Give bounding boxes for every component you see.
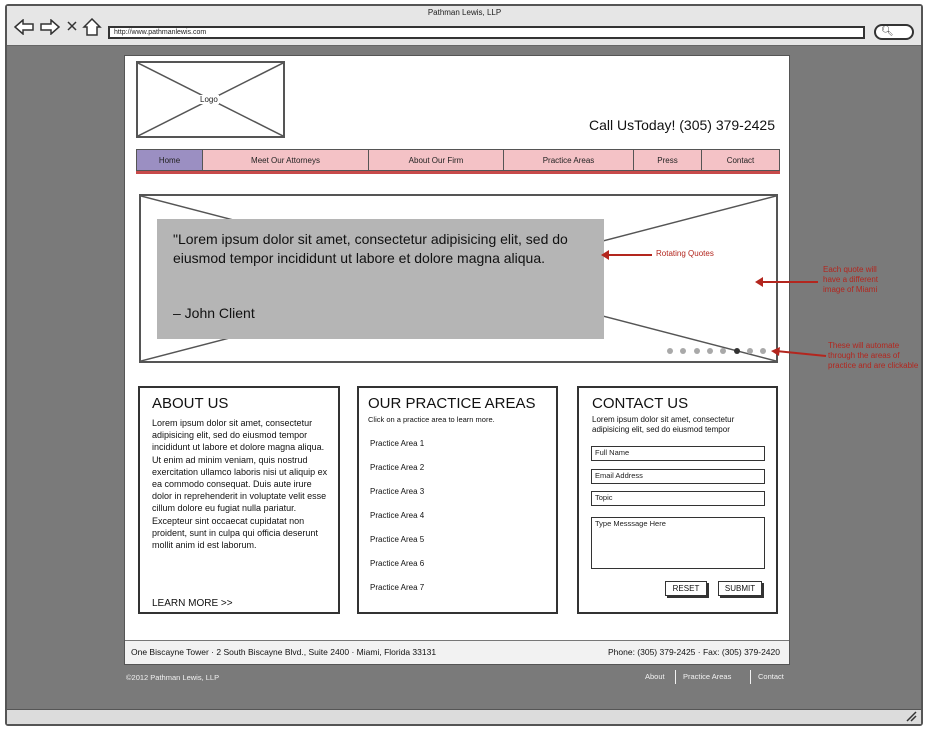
nav-item-meet-our-attorneys[interactable]: Meet Our Attorneys [203, 150, 369, 170]
nav-item-press[interactable]: Press [634, 150, 702, 170]
back-arrow-icon[interactable] [14, 19, 34, 39]
quote-text: "Lorem ipsum dolor sit amet, consectetur adipisicing elit, sed do eiusmod tempor incididunt ut labore et dolore magna aliqua. [173, 231, 568, 266]
practice-area-link[interactable]: Practice Area 3 [370, 487, 425, 496]
practice-areas-hint: Click on a practice area to learn more. [368, 415, 495, 424]
search-button[interactable] [874, 24, 914, 40]
copyright: ©2012 Pathman Lewis, LLP [126, 673, 220, 682]
reset-button[interactable]: RESET [665, 581, 707, 596]
annotation-each-quote: Each quote will have a different image of Miami [823, 265, 879, 294]
nav-item-contact[interactable]: Contact [702, 150, 779, 170]
footer-link-practice-areas[interactable]: Practice Areas [683, 672, 732, 681]
contact-us-title: CONTACT US [592, 395, 689, 412]
contact-us-body: Lorem ipsum dolor sit amet, consectetur adipisicing elit, sed do eiusmod tempor [592, 415, 735, 434]
learn-more-link[interactable]: LEARN MORE >> [152, 598, 233, 609]
nav-item-about-our-firm[interactable]: About Our Firm [369, 150, 504, 170]
annotation-rotating-quotes: Rotating Quotes [656, 249, 714, 258]
practice-area-link[interactable]: Practice Area 6 [370, 559, 425, 568]
logo-label: Logo [200, 95, 218, 104]
footer-link-about[interactable]: About [645, 672, 665, 681]
annotation-automate: These will automate through the areas of practice and are clickable [828, 341, 919, 370]
email-field[interactable]: Email Address [591, 469, 765, 484]
nav-item-home[interactable]: Home [137, 150, 203, 170]
quote-author: – John Client [173, 305, 255, 321]
carousel-dot[interactable] [707, 348, 713, 354]
close-icon[interactable] [66, 19, 78, 37]
main-nav [136, 149, 780, 171]
home-icon[interactable] [82, 18, 102, 40]
practice-area-link[interactable]: Practice Area 4 [370, 511, 425, 520]
practice-areas-title: OUR PRACTICE AREAS [368, 395, 536, 412]
search-icon: 🔍︎ [881, 26, 894, 37]
footer-link-contact[interactable]: Contact [758, 672, 784, 681]
status-bar [7, 709, 921, 724]
practice-area-link[interactable]: Practice Area 2 [370, 463, 425, 472]
about-us-title: ABOUT US [152, 395, 229, 412]
footer-divider [750, 670, 751, 684]
practice-area-link[interactable]: Practice Area 5 [370, 535, 425, 544]
message-textarea[interactable]: Type Messsage Here [591, 517, 765, 569]
submit-button[interactable]: SUBMIT [718, 581, 762, 596]
window-title: Pathman Lewis, LLP [427, 8, 502, 17]
annotation-arrow-icon [600, 248, 660, 262]
annotation-arrow-icon [770, 346, 828, 360]
footer-phone: Phone: (305) 379-2425 · Fax: (305) 379-2420 [607, 647, 780, 657]
carousel-dot[interactable] [734, 348, 740, 354]
forward-arrow-icon[interactable] [40, 19, 60, 39]
nav-item-practice-areas[interactable]: Practice Areas [504, 150, 634, 170]
full-name-field[interactable]: Full Name [591, 446, 765, 461]
practice-area-link[interactable]: Practice Area 7 [370, 583, 425, 592]
about-us-body: Lorem ipsum dolor sit amet, consectetur adipisicing elit, sed do eiusmod tempor incididunt ut labore et dolore magna aliqua. Ut enim ad minim veniam, quis nostrud exercitation ullamco laboris nisi ut aliquip ex ea commodo consequat. Duis aute irure dolor in reprehenderit in voluptate velit esse cillum dolore eu fugiat nulla pariatur. Excepteur sint occaecat cupidatat non proident, sunt in culpa qui officia deserunt mollit anim id est laborum. [152, 418, 328, 551]
carousel-dot[interactable] [694, 348, 700, 354]
address-bar[interactable]: http://www.pathmanlewis.com [108, 26, 865, 39]
practice-area-link[interactable]: Practice Area 1 [370, 439, 425, 448]
topic-field[interactable]: Topic [591, 491, 765, 506]
carousel-dot[interactable] [667, 348, 673, 354]
footer-address: One Biscayne Tower · 2 South Biscayne Blvd., Suite 2400 · Miami, Florida 33131 [131, 647, 437, 657]
carousel-dot[interactable] [747, 348, 753, 354]
call-us-phone: Call UsToday! (305) 379-2425 [589, 117, 775, 133]
resize-grip-icon[interactable] [905, 710, 917, 725]
annotation-arrow-icon [754, 275, 820, 289]
footer-divider [675, 670, 676, 684]
